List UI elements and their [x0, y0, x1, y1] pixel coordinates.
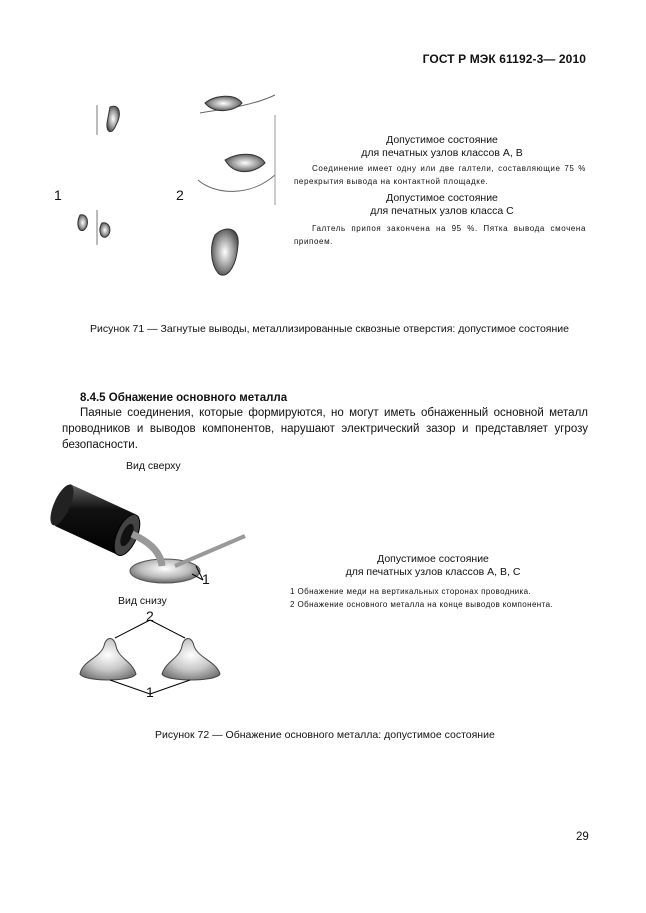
figure71-block2-title-line1: Допустимое состояние — [386, 192, 498, 204]
figure71-label-1: 1 — [54, 187, 62, 203]
figure72-bottom-callout-1: 1 — [146, 684, 154, 700]
figure71-illustration — [50, 85, 290, 295]
figure72-title-line2: для печатных узлов классов A, B, C — [345, 566, 521, 578]
figure71-block1-description: Соединение имеет одну или две галтели, составляющие 75 % перекрытия вывода на контактной площадке. — [294, 164, 586, 186]
figure72-top-callout-1: 1 — [202, 571, 210, 587]
figure72-bottom-callout-2: 2 — [146, 608, 154, 624]
top-view-label: Вид сверху — [126, 460, 181, 472]
figure72-title-line1: Допустимое состояние — [377, 553, 489, 565]
figure72-title — [288, 553, 578, 579]
figure71-block2-description: Галтель припоя закончена на 95 %. Пятка вывода смочена припоем. — [294, 224, 586, 246]
figure71-block2-title-line2: для печатных узлов класса С — [370, 205, 514, 217]
section-heading: 8.4.5 Обнажение основного металла — [80, 392, 288, 404]
bottom-joint-right — [162, 639, 220, 681]
figure71-label-2: 2 — [176, 187, 184, 203]
page-number: 29 — [576, 831, 589, 843]
standard-header: ГОСТ Р МЭК 61192-3— 2010 — [422, 52, 586, 66]
figure72-bottom-view-illustration — [70, 606, 240, 706]
solder-pad-joint — [130, 534, 245, 583]
figure71-caption: Рисунок 71 — Загнутые выводы, металлизированные сквозные отверстия: допустимое состояние — [90, 323, 569, 335]
figure72-note-1: 1 Обнажение меди на вертикальных сторонах проводника. — [290, 587, 532, 596]
component-body-cylinder — [50, 482, 145, 560]
figure72-note-2: 2 Обнажение основного металла на конце выводов компонента. — [290, 600, 554, 609]
figure72-caption: Рисунок 72 — Обнажение основного металла: допустимое состояние — [155, 729, 495, 741]
bottom-joint-left — [80, 639, 136, 681]
figure72-top-view-illustration — [50, 474, 250, 594]
plated-hole-leads-view-2 — [198, 95, 275, 275]
figure71-block2-title — [292, 192, 592, 218]
figure72-notes — [290, 585, 590, 611]
section-paragraph: Паяные соединения, которые формируются, но могут иметь обнаженный основной металл проводников и выводов компонентов, нарушают электрический зазор и представляет угрозу безопасности. — [62, 407, 588, 451]
figure71-block1-title-line1: Допустимое состояние — [386, 134, 498, 146]
bottom-view-label: Вид снизу — [118, 595, 167, 607]
figure71-block1-title-line2: для печатных узлов классов A, B — [361, 147, 523, 159]
figure71-block1-title — [292, 134, 592, 160]
plated-hole-leads-view-1 — [78, 105, 119, 245]
